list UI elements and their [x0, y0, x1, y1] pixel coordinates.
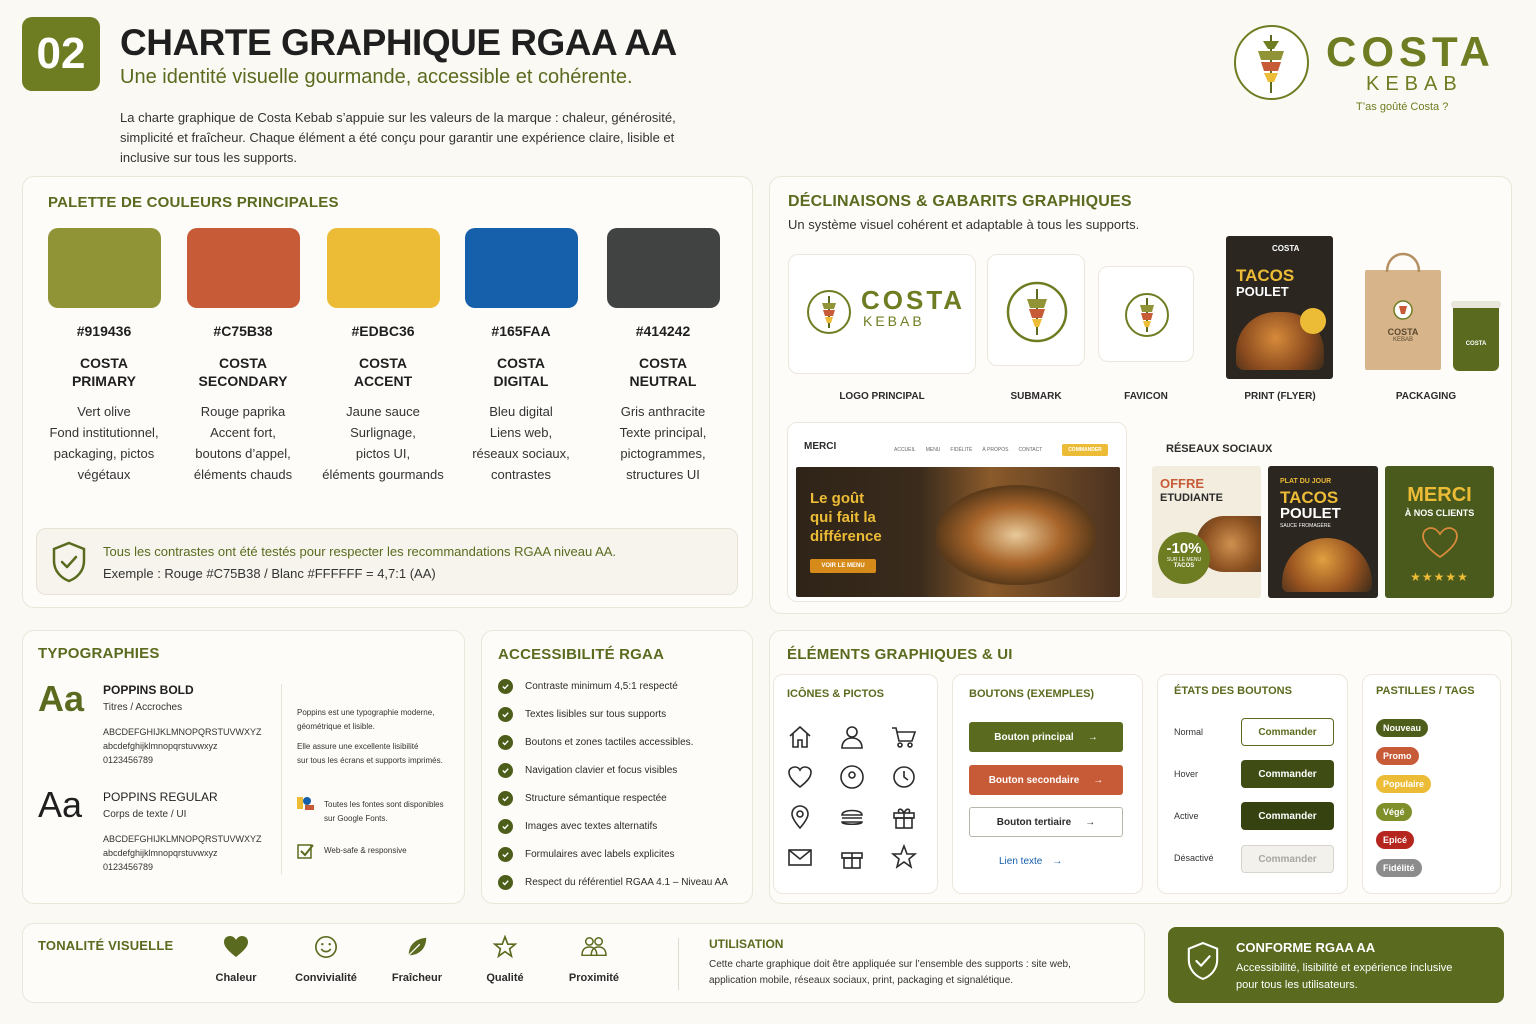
google-fonts-note: Toutes les fontes sont disponibles sur Google Fonts. [324, 800, 444, 823]
web-logo: MERCI [804, 441, 837, 452]
accessibility-item: Structure sémantique respectée [498, 791, 667, 806]
post1-discount-badge: -10% SUR LE MENU TACOS [1158, 532, 1210, 584]
color-hex: #EDBC36 [351, 323, 415, 339]
check-circle-icon [498, 735, 513, 750]
tag-promo: Promo [1376, 747, 1419, 765]
font-regular-glyphs: ABCDEFGHIJKLMNOPQRSTUVWXYZ abcdefghijklmnopqrstuvwxyz 0123456789 [103, 834, 262, 872]
color-hex: #165FAA [491, 323, 551, 339]
post3-title: MERCI [1407, 484, 1472, 506]
paper-bag-preview [1365, 270, 1441, 370]
tag-fidelite: Fidélité [1376, 859, 1422, 877]
flyer-brand: COSTA [1272, 244, 1300, 253]
people-icon [580, 935, 608, 959]
tone-convivialite: Convivialité [286, 935, 366, 984]
burger-icon [839, 804, 865, 830]
page-title: CHARTE GRAPHIQUE RGAA AA [120, 22, 677, 63]
web-order-button[interactable]: COMMANDER [1062, 444, 1108, 456]
tone-fraicheur: Fraîcheur [377, 935, 457, 984]
contrast-note-line2: Exemple : Rouge #C75B38 / Blanc #FFFFFF = 4,7:1 (AA) [103, 566, 436, 581]
post2-food-image [1282, 538, 1372, 592]
color-hex: #414242 [635, 323, 691, 339]
ui-elements-title: ÉLÉMENTS GRAPHIQUES & UI [787, 646, 1013, 663]
web-hero-title: Le goût qui fait la différence [810, 490, 882, 545]
tertiary-button[interactable]: Bouton tertiaire → [969, 807, 1123, 837]
color-hex: #919436 [76, 323, 132, 339]
post3-stars: ★★★★★ [1410, 570, 1469, 584]
color-description: Vert olive Fond institutionnel, packaging, pictos végétaux [49, 404, 159, 482]
section-number-badge: 02 [22, 17, 100, 91]
accessibility-item: Contraste minimum 4,5:1 respecté [498, 679, 678, 694]
check-circle-icon [498, 819, 513, 834]
color-description: Gris anthracite Texte principal, pictogrammes, structures UI [619, 404, 707, 482]
accessibility-item: Textes lisibles sur tous supports [498, 707, 666, 722]
state-label-disabled: Désactivé [1174, 853, 1214, 863]
favicon-emblem-icon [1123, 291, 1171, 339]
icons-title: ICÔNES & PICTOS [787, 688, 884, 700]
check-circle-icon [498, 875, 513, 890]
logo-principal-preview [788, 254, 976, 374]
heart-icon [787, 764, 813, 790]
post2-pre: PLAT DU JOUR [1280, 478, 1332, 485]
state-button-active[interactable]: Commander [1241, 802, 1334, 830]
gift-box-icon [839, 844, 865, 870]
declinaisons-title: DÉCLINAISONS & GABARITS GRAPHIQUES [788, 193, 1132, 210]
social-post-thanks [1385, 466, 1494, 598]
tone-proximite: Proximité [554, 935, 634, 984]
tag-vege: Végé [1376, 803, 1412, 821]
cup-preview [1453, 305, 1499, 371]
cup-lid [1451, 301, 1501, 308]
arrow-right-icon: → [1052, 856, 1063, 867]
home-icon [787, 724, 813, 750]
flyer-price-badge [1300, 308, 1326, 334]
typography-title: TYPOGRAPHIES [38, 645, 160, 662]
brand-logo-emblem [1234, 25, 1309, 100]
post2-title2: POULET [1280, 505, 1341, 522]
label-favicon: FAVICON [1124, 391, 1168, 402]
social-post-offer [1152, 466, 1261, 598]
web-hero [796, 467, 1120, 597]
google-fonts-icon [297, 795, 315, 811]
typo-divider [281, 684, 282, 874]
smile-icon [313, 935, 339, 959]
primary-button[interactable]: Bouton principal → [969, 722, 1123, 752]
mail-icon [787, 844, 813, 870]
star-icon [891, 844, 917, 870]
user-icon [839, 724, 865, 750]
font-bold-name: POPPINS BOLD [103, 683, 194, 697]
leaf-icon [404, 935, 430, 959]
color-description: Rouge paprika Accent fort, boutons d’appel, éléments chauds [193, 404, 293, 482]
check-circle-icon [498, 791, 513, 806]
button-states-title: ÉTATS DES BOUTONS [1174, 685, 1292, 697]
gift-icon [891, 804, 917, 830]
accessibility-item: Boutons et zones tactiles accessibles. [498, 735, 693, 750]
accessibility-item: Respect du référentiel RGAA 4.1 – Niveau AA [498, 875, 728, 890]
arrow-right-icon: → [1085, 816, 1096, 828]
color-swatch [48, 228, 161, 308]
text-link[interactable]: Lien texte → [999, 856, 1063, 867]
web-nav [894, 447, 1042, 453]
location-icon [839, 764, 865, 790]
accessibility-item: Formulaires avec labels explicites [498, 847, 675, 862]
shield-check-icon [51, 541, 87, 583]
conformity-badge [1168, 927, 1504, 1003]
secondary-button[interactable]: Bouton secondaire → [969, 765, 1123, 795]
usage-title: UTILISATION [709, 937, 784, 951]
check-circle-icon [498, 763, 513, 778]
brand-name: COSTA [1326, 28, 1495, 75]
social-post-daily [1268, 466, 1378, 598]
checkbox-check-icon [297, 842, 315, 860]
color-name: COSTA NEUTRAL [629, 355, 697, 389]
tag-populaire: Populaire [1376, 775, 1431, 793]
brand-sub: KEBAB [1366, 73, 1463, 95]
color-swatch [465, 228, 578, 308]
logo-emblem-icon [806, 289, 852, 335]
post1-subtitle: ETUDIANTE [1160, 492, 1223, 504]
state-label-hover: Hover [1174, 769, 1199, 779]
color-description: Jaune sauce Surlignage, pictos UI, éléments gourmands [322, 404, 444, 482]
tag-nouveau: Nouveau [1376, 719, 1428, 737]
color-name: COSTA DIGITAL [493, 355, 549, 389]
web-hero-button[interactable]: VOIR LE MENU [810, 559, 876, 573]
label-submark: SUBMARK [1010, 391, 1062, 402]
bag-handle-icon [1383, 244, 1423, 274]
submark-preview [987, 254, 1085, 366]
web-nav-item[interactable]: MENU [925, 447, 941, 453]
font-bold-glyphs: ABCDEFGHIJKLMNOPQRSTUVWXYZ abcdefghijklmnopqrstuvwxyz 0123456789 [103, 727, 262, 765]
arrow-right-icon: → [1093, 774, 1104, 786]
tone-qualite: Qualité [465, 935, 545, 984]
web-safe-note: Web-safe & responsive [324, 846, 407, 855]
color-hex: #C75B38 [213, 323, 273, 339]
bag-sub: KEBAB [1392, 337, 1413, 343]
color-swatch [187, 228, 300, 308]
cup-brand: COSTA [1465, 341, 1487, 347]
favicon-preview [1098, 266, 1194, 362]
web-nav-item[interactable]: FIDÉLITÉ [950, 447, 973, 453]
shield-check-icon [1186, 941, 1220, 981]
page-subtitle: Une identité visuelle gourmande, accessible et cohérente. [120, 66, 633, 88]
tone-title: TONALITÉ VISUELLE [38, 938, 174, 953]
label-print-flyer: PRINT (FLYER) [1244, 391, 1316, 402]
label-packaging: PACKAGING [1395, 391, 1457, 402]
state-label-active: Active [1174, 811, 1199, 821]
typo-description: Poppins est une typographie moderne, géométrique et lisible. Elle assure une excellente lisibilité sur tous les écrans et supports imprimés. [297, 708, 443, 765]
font-bold-use: Titres / Accroches [103, 702, 183, 713]
post2-title: TACOS [1280, 488, 1339, 507]
website-mockup [787, 422, 1127, 602]
flyer-preview [1226, 236, 1333, 379]
web-hero-food-image [936, 485, 1096, 585]
palette-title: PALETTE DE COULEURS PRINCIPALES [48, 194, 339, 211]
sample-aa-regular: Aa [38, 784, 83, 825]
font-regular-use: Corps de texte / UI [103, 809, 187, 820]
conformity-title: CONFORME RGAA AA [1236, 940, 1376, 955]
map-pin-icon [787, 804, 813, 830]
bag-emblem-icon [1393, 298, 1413, 322]
color-name: COSTA ACCENT [353, 355, 413, 389]
usage-text: Cette charte graphique doit être appliquée sur l’ensemble des supports : site web, application mobile, réseaux sociaux, print, packaging et signalétique. [709, 959, 1071, 986]
clock-icon [891, 764, 917, 790]
web-nav-item[interactable]: À PROPOS [982, 447, 1009, 453]
logo-principal-costa: COSTA [861, 285, 966, 315]
post1-title: OFFRE [1160, 476, 1205, 491]
post3-sub: À NOS CLIENTS [1404, 508, 1475, 518]
sample-aa-bold: Aa [38, 678, 85, 719]
check-circle-icon [498, 847, 513, 862]
tag-epice: Epicé [1376, 831, 1414, 849]
color-description: Bleu digital Liens web, réseaux sociaux, contrastes [472, 404, 570, 482]
state-label-normal: Normal [1174, 727, 1204, 737]
state-button-hover[interactable]: Commander [1241, 760, 1334, 788]
submark-emblem-icon [1005, 280, 1069, 344]
intro-paragraph: La charte graphique de Costa Kebab s’appuie sur les valeurs de la marque : chaleur, générosité, simplicité et fraîcheur. Chaque élément a été conçu pour garantir une expérience claire, lisible et inclusive sur tous les supports. [120, 110, 676, 165]
color-name: COSTA SECONDARY [198, 355, 288, 389]
check-circle-icon [498, 679, 513, 694]
color-swatch [607, 228, 720, 308]
heart-outline-icon [1421, 526, 1459, 560]
tone-divider [678, 938, 679, 990]
tone-chaleur: Chaleur [196, 935, 276, 984]
logo-principal-kebab: KEBAB [863, 313, 925, 329]
color-name: COSTA PRIMARY [71, 355, 137, 389]
arrow-right-icon: → [1087, 731, 1098, 743]
accessibility-title: ACCESSIBILITÉ RGAA [498, 646, 665, 663]
declinaisons-subtitle: Un système visuel cohérent et adaptable à tous les supports. [788, 217, 1140, 232]
web-nav-item[interactable]: ACCUEIL [894, 447, 916, 453]
brand-tagline: T’as goûté Costa ? [1356, 101, 1449, 113]
font-regular-name: POPPINS REGULAR [103, 790, 218, 804]
heart-filled-icon [223, 935, 249, 959]
label-logo-principal: LOGO PRINCIPAL [839, 391, 925, 402]
buttons-title: BOUTONS (EXEMPLES) [969, 688, 1095, 700]
accessibility-item: Images avec textes alternatifs [498, 819, 657, 834]
social-title: RÉSEAUX SOCIAUX [1166, 443, 1273, 455]
post2-sub: SAUCE FROMAGÈRE [1280, 523, 1331, 529]
conformity-text: Accessibilité, lisibilité et expérience inclusive pour tous les utilisateurs. [1236, 962, 1453, 991]
web-nav-item[interactable]: CONTACT [1018, 447, 1043, 453]
color-swatch [327, 228, 440, 308]
contrast-note-line1: Tous les contrastes ont été testés pour respecter les recommandations RGAA niveau AA. [103, 544, 617, 559]
cart-icon [891, 724, 917, 750]
flyer-line2: POULET [1236, 284, 1289, 299]
state-button-normal[interactable]: Commander [1241, 718, 1334, 746]
tags-title: PASTILLES / TAGS [1376, 685, 1475, 697]
check-circle-icon [498, 707, 513, 722]
bag-brand: COSTA [1387, 327, 1419, 337]
kebab-icon [1236, 27, 1306, 97]
state-button-disabled: Commander [1241, 845, 1334, 873]
flyer-line1: TACOS [1236, 266, 1295, 285]
contrast-note-box [36, 528, 738, 595]
star-outline-icon [492, 935, 518, 959]
accessibility-item: Navigation clavier et focus visibles [498, 763, 677, 778]
